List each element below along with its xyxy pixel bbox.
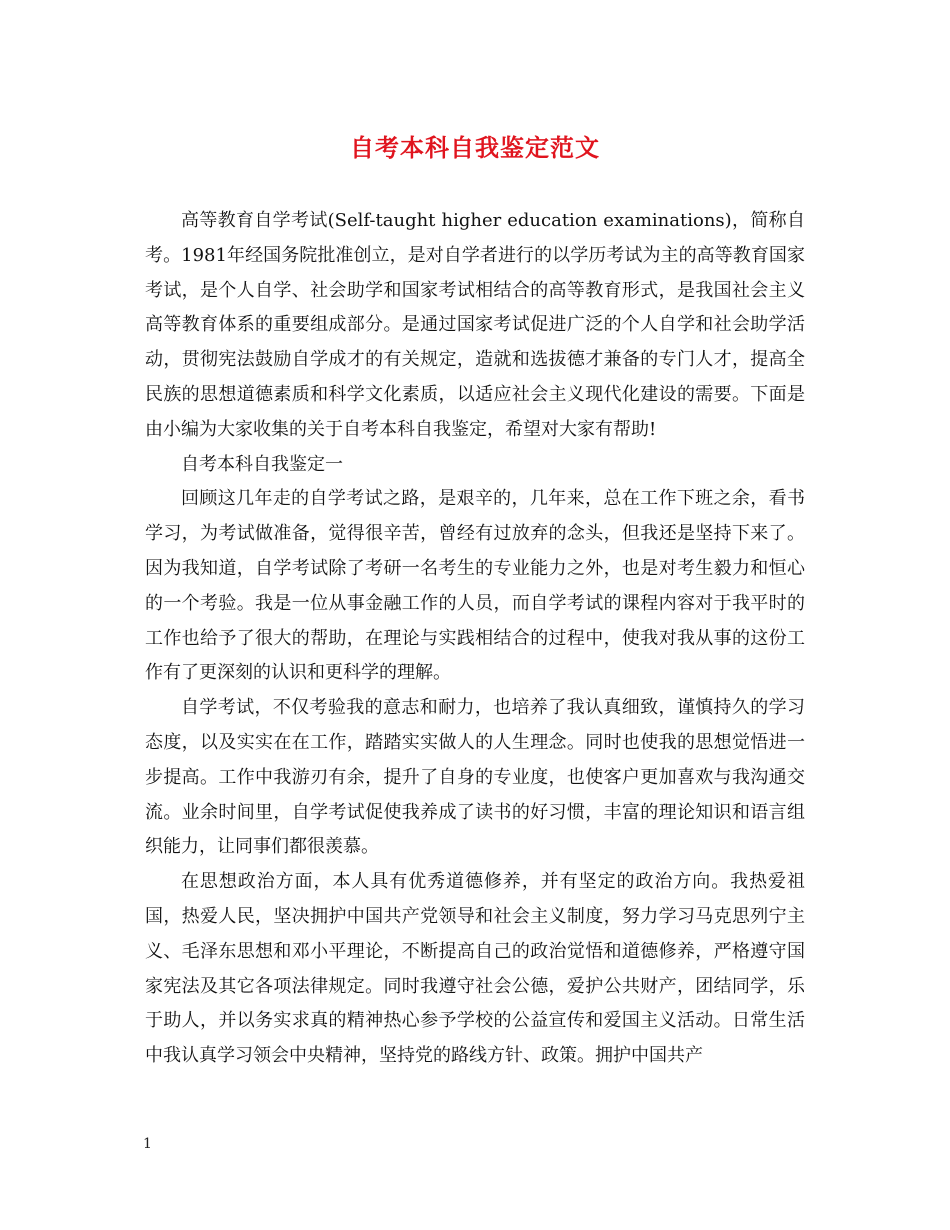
- intro-paragraph: 高等教育自学考试(Self-taught higher education examinations)，简称自考。1981年经国务院批准创立，是对自学者进行的以学历考试为主的高等教育国家考试，是个人自学、社会助学和国家考试相结合的高等教育形式，是我国社会主义高等教育体系的重要组成部分。是通过国家考试促进广泛的个人自学和社会助学活动，贯彻宪法鼓励自学成才的有关规定，造就和选拔德才兼备的专门人才，提高全民族的思想道德素质和科学文化素质，以适应社会主义现代化建设的需要。下面是由小编为大家收集的关于自考本科自我鉴定，希望对大家有帮助!: [145, 210, 805, 440]
- body-paragraph: 自学考试，不仅考验我的意志和耐力，也培养了我认真细致，谨慎持久的学习态度，以及实实在在工作，踏踏实实做人的人生理念。同时也使我的思想觉悟进一步提高。工作中我游刃有余，提升了自身的专业度，也使客户更加喜欢与我沟通交流。业余时间里，自学考试促使我养成了读书的好习惯，丰富的理论知识和语言组织能力，让同事们都很羡慕。: [145, 697, 805, 858]
- page-number: 1: [143, 1136, 152, 1152]
- document-title: 自考本科自我鉴定范文: [350, 133, 600, 162]
- section-heading: 自考本科自我鉴定一: [181, 453, 343, 475]
- document-body: [145, 204, 805, 1074]
- body-paragraph: 在思想政治方面，本人具有优秀道德修养，并有坚定的政治方向。我热爱祖国，热爱人民，坚决拥护中国共产党领导和社会主义制度，努力学习马克思列宁主义、毛泽东思想和邓小平理论，不断提高自己的政治觉悟和道德修养，严格遵守国家宪法及其它各项法律规定。同时我遵守社会公德，爱护公共财产，团结同学，乐于助人，并以务实求真的精神热心参予学校的公益宣传和爱国主义活动。日常生活中我认真学习领会中央精神，坚持党的路线方针、政策。拥护中国共产: [145, 871, 805, 1067]
- body-paragraph: 回顾这几年走的自学考试之路，是艰辛的，几年来，总在工作下班之余，看书学习，为考试做准备，觉得很辛苦，曾经有过放弃的念头，但我还是坚持下来了。因为我知道，自学考试除了考研一名考生的专业能力之外，也是对考生毅力和恒心的一个考验。我是一位从事金融工作的人员，而自学考试的课程内容对于我平时的工作也给予了很大的帮助，在理论与实践相结合的过程中，使我对我从事的这份工作有了更深刻的认识和更科学的理解。: [145, 488, 805, 684]
